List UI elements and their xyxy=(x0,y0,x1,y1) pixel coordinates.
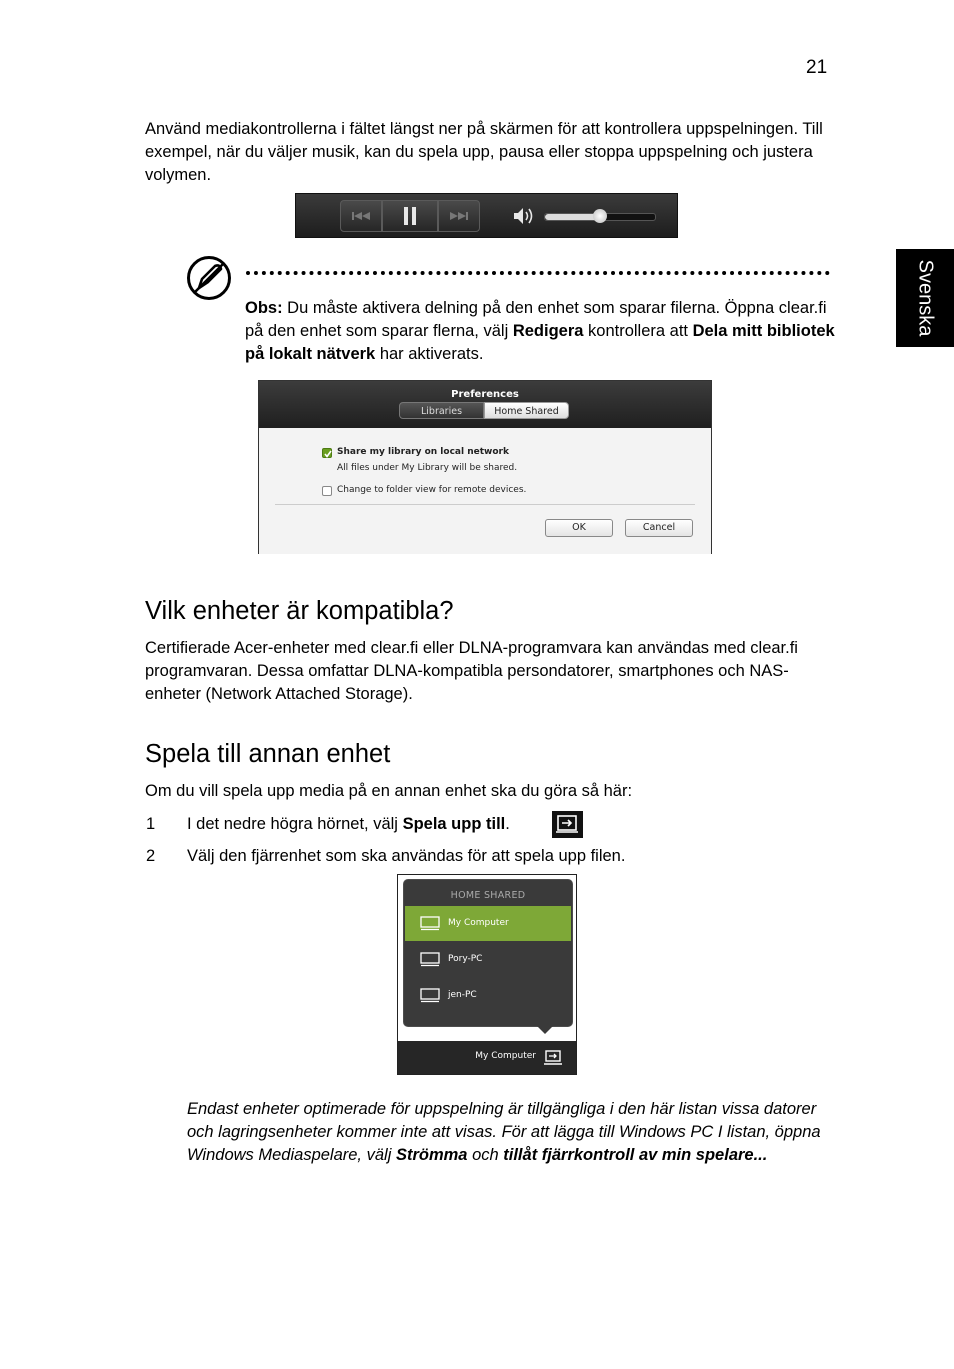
step-number: 2 xyxy=(146,847,156,865)
cancel-button[interactable]: Cancel xyxy=(625,519,693,537)
next-icon xyxy=(449,211,469,221)
note-bold-redigera: Redigera xyxy=(512,322,584,340)
footnote-bold-stream: Strömma xyxy=(395,1146,468,1164)
page-number: 21 xyxy=(806,57,828,78)
step-number: 1 xyxy=(146,815,156,833)
footnote-text-part: Endast enheter optimerade för uppspelning är tillgängliga i den här listan vissa datorer och lagringsenheter kommer inte att visas. För att lägga till Windows PC I listan, öppna Windows Mediaspelare, välj xyxy=(187,1100,821,1164)
step-text: Välj den fjärrenhet som ska användas för att spela upp filen. xyxy=(187,847,626,865)
step-bold-play-to: Spela upp till xyxy=(402,815,506,833)
previous-icon xyxy=(351,211,371,221)
device-label: jen-PC xyxy=(448,990,477,1000)
share-library-checkbox[interactable] xyxy=(322,448,332,458)
checkmark-icon xyxy=(323,449,333,459)
tab-libraries[interactable]: Libraries xyxy=(399,402,484,419)
heading-compatible-devices: Vilk enheter är kompatibla? xyxy=(145,597,454,625)
next-button[interactable] xyxy=(438,200,480,232)
play-to-paragraph: Om du vill spela upp media på en annan enhet ska du göra så här: xyxy=(145,782,633,800)
note-divider xyxy=(246,271,830,275)
monitor-icon xyxy=(420,952,440,967)
device-item-pory-pc[interactable] xyxy=(405,942,571,977)
tab-home-shared[interactable]: Home Shared xyxy=(484,402,569,419)
note-bold-share: Dela mitt bibliotek på lokalt nätverk xyxy=(245,322,835,363)
footnote-bold-remote: tillåt fjärrkontroll av min spelare... xyxy=(503,1146,768,1164)
device-list-popup xyxy=(403,879,573,1027)
device-label: Pory-PC xyxy=(448,954,483,964)
language-side-tab xyxy=(896,249,954,347)
device-item-my-computer[interactable] xyxy=(405,906,571,941)
device-item-jen-pc[interactable] xyxy=(405,978,571,1013)
volume-icon[interactable] xyxy=(512,206,534,226)
preferences-dialog xyxy=(258,380,712,554)
language-label: Svenska xyxy=(914,259,937,337)
ok-button[interactable]: OK xyxy=(545,519,613,537)
preferences-title: Preferences xyxy=(451,389,519,400)
share-library-sublabel: All files under My Library will be shared. xyxy=(337,463,518,473)
play-to-bar xyxy=(398,1041,576,1075)
volume-slider-knob[interactable] xyxy=(593,209,607,223)
preferences-content xyxy=(259,428,711,554)
pause-button[interactable] xyxy=(382,200,438,232)
step-text-suffix: . xyxy=(505,815,510,833)
compatible-paragraph: Certifierade Acer-enheter med clear.fi eller DLNA-programvara kan användas med clear.fi programvaran. Dessa omfattar DLNA-kompatibla persondatorer, smartphones och NAS-enheter (Network Attached Storage). xyxy=(145,639,798,703)
preferences-header xyxy=(259,381,711,428)
media-control-bar xyxy=(295,193,678,238)
note-text-part: kontrollera att xyxy=(583,322,693,340)
note-text-part: Du måste aktivera delning på den enhet som sparar filerna. Öppna clear.fi på den enhet som sparar flerna, välj xyxy=(245,299,827,340)
pause-icon xyxy=(403,207,417,225)
heading-play-to-device: Spela till annan enhet xyxy=(145,740,391,768)
note-text-part: har aktiverats. xyxy=(375,345,484,363)
note-label: Obs: xyxy=(245,299,283,317)
monitor-icon xyxy=(420,916,440,931)
device-label: My Computer xyxy=(448,918,509,928)
preferences-divider xyxy=(275,504,695,505)
intro-paragraph: Använd mediakontrollerna i fältet längst ner på skärmen för att kontrollera uppspelningen. Till exempel, när du väljer musik, kan du spela upp, pausa eller stoppa uppspelning och justera volymen. xyxy=(145,120,823,184)
monitor-icon xyxy=(420,988,440,1003)
volume-slider[interactable] xyxy=(544,213,656,221)
device-list-title: HOME SHARED xyxy=(450,890,526,901)
note-text xyxy=(245,297,835,366)
play-to-icon xyxy=(552,811,583,838)
popup-pointer xyxy=(535,1024,555,1034)
volume-slider-fill xyxy=(545,214,600,220)
share-library-label: Share my library on local network xyxy=(337,447,509,457)
current-device-label: My Computer xyxy=(475,1051,536,1061)
previous-button[interactable] xyxy=(340,200,382,232)
play-to-icon[interactable] xyxy=(544,1050,562,1066)
step-text-part: I det nedre högra hörnet, välj xyxy=(187,815,403,833)
home-shared-panel xyxy=(397,874,577,1075)
footnote xyxy=(187,1098,837,1167)
folder-view-label: Change to folder view for remote devices. xyxy=(337,485,527,495)
note-icon xyxy=(186,255,232,301)
folder-view-checkbox[interactable] xyxy=(322,486,332,496)
footnote-text-part: och xyxy=(467,1146,504,1164)
step-text xyxy=(187,813,510,836)
